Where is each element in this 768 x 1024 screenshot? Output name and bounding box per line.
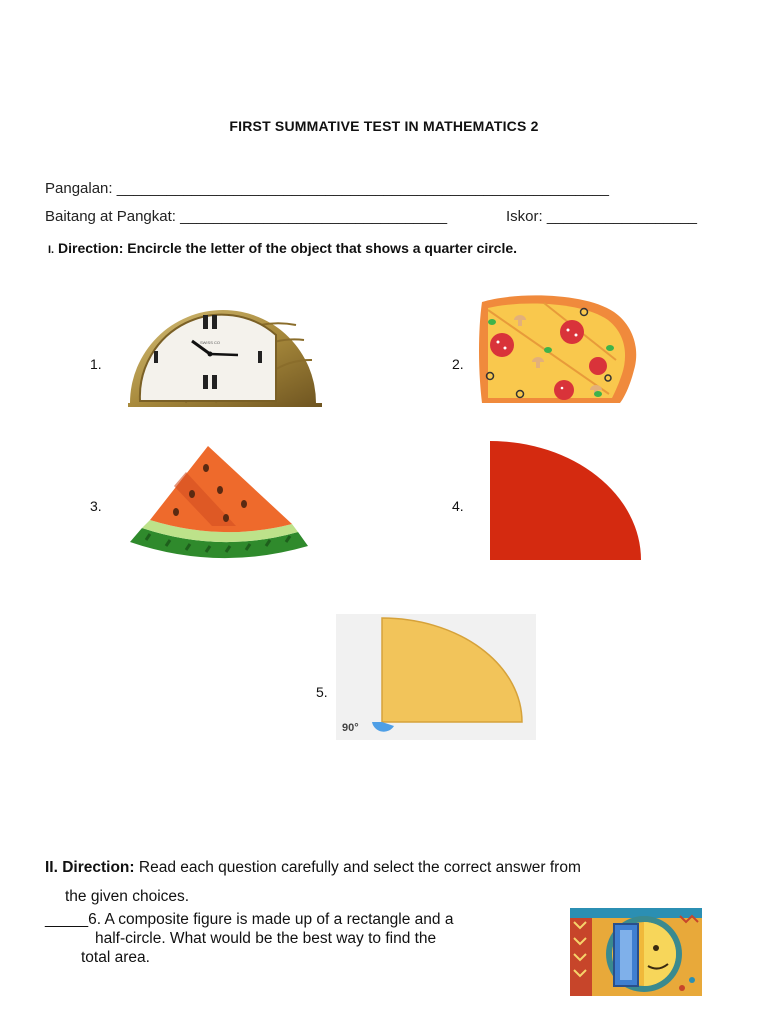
name-field: Pangalan: ___________________________________________________________ xyxy=(45,180,609,197)
red-quarter-circle-image xyxy=(490,441,642,561)
section-two-label: II. Direction: xyxy=(45,859,135,876)
section-one-prefix: I. xyxy=(48,244,55,256)
composite-figure-image xyxy=(570,908,702,996)
angle-label: 90° xyxy=(342,722,359,734)
question-6 xyxy=(45,910,565,967)
item-number-1: 1. xyxy=(90,356,102,372)
grade-section-field: Baitang at Pangkat: ________________________________ xyxy=(45,208,448,225)
question-6-line1: _____6. A composite figure is made up of a rectangle and a xyxy=(45,911,454,928)
half-circle-clock-image xyxy=(126,305,328,408)
section-two-direction xyxy=(45,853,725,911)
section-one-direction xyxy=(48,240,517,256)
item-number-2: 2. xyxy=(452,356,464,372)
item-number-4: 4. xyxy=(452,498,464,514)
score-field: Iskor: __________________ xyxy=(506,208,698,225)
question-6-line3: total area. xyxy=(81,949,150,966)
yellow-quarter-circle-image xyxy=(336,614,536,740)
page-title: FIRST SUMMATIVE TEST IN MATHEMATICS 2 xyxy=(229,118,539,134)
section-one-text: Direction: Encircle the letter of the object that shows a quarter circle. xyxy=(58,240,518,256)
pizza-slice-image xyxy=(474,290,642,406)
section-two-text-line2: the given choices. xyxy=(65,888,190,905)
item-number-5: 5. xyxy=(316,684,328,700)
clock-brand-text: SWISS CO xyxy=(199,340,221,345)
item-number-3: 3. xyxy=(90,498,102,514)
watermelon-slice-image xyxy=(126,442,310,564)
question-6-line2: half-circle. What would be the best way to find the xyxy=(95,930,437,947)
section-two-text-line1: Read each question carefully and select the correct answer from xyxy=(134,859,581,876)
